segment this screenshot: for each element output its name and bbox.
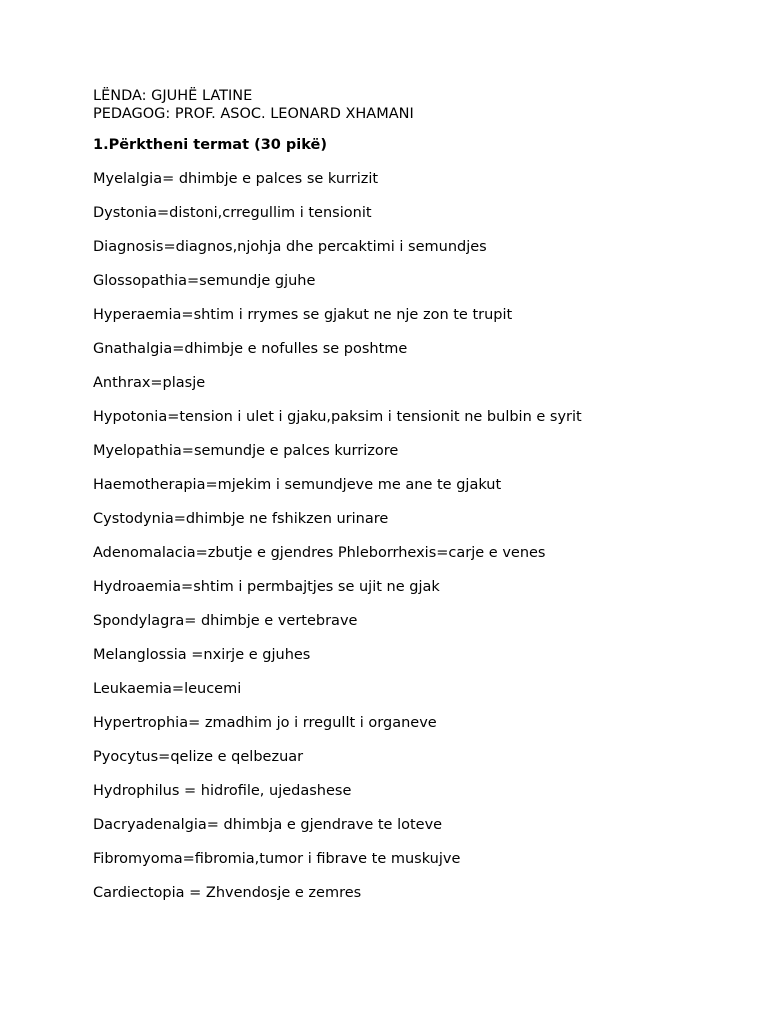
term-item: Gnathalgia=dhimbje e nofulles se poshtme	[93, 341, 408, 357]
term-item: Anthrax=plasje	[93, 375, 206, 391]
term-item: Adenomalacia=zbutje e gjendres Phleborrhexis=carje e venes	[93, 545, 546, 561]
term-item: Melanglossia =nxirje e gjuhes	[93, 647, 311, 663]
term-item: Hyperaemia=shtim i rrymes se gjakut ne nje zon te trupit	[93, 307, 513, 323]
term-item: Leukaemia=leucemi	[93, 681, 242, 697]
term-item: Hydrophilus = hidrofile, ujedashese	[93, 783, 352, 799]
term-item: Diagnosis=diagnos,njohja dhe percaktimi i semundjes	[93, 239, 487, 255]
term-item: Pyocytus=qelize e qelbezuar	[93, 749, 304, 765]
section-heading: 1.Përktheni termat (30 pikë)	[93, 137, 327, 153]
term-item: Haemotherapia=mjekim i semundjeve me ane te gjakut	[93, 477, 502, 493]
term-item: Spondylagra= dhimbje e vertebrave	[93, 613, 358, 629]
term-list	[93, 170, 733, 902]
term-item: Fibromyoma=fibromia,tumor i fibrave te muskujve	[93, 851, 461, 867]
teacher-line: PEDAGOG: PROF. ASOC. LEONARD XHAMANI	[93, 106, 414, 122]
term-item: Dacryadenalgia= dhimbja e gjendrave te loteve	[93, 817, 443, 833]
term-item: Myelopathia=semundje e palces kurrizore	[93, 443, 399, 459]
term-item: Hydroaemia=shtim i permbajtjes se ujit ne gjak	[93, 579, 440, 595]
term-item: Hypotonia=tension i ulet i gjaku,paksim i tensionit ne bulbin e syrit	[93, 409, 582, 425]
subject-line: LËNDA: GJUHË LATINE	[93, 88, 253, 104]
term-item: Cystodynia=dhimbje ne fshikzen urinare	[93, 511, 389, 527]
term-item: Cardiectopia = Zhvendosje e zemres	[93, 885, 362, 901]
term-item: Myelalgia= dhimbje e palces se kurrizit	[93, 171, 379, 187]
term-item: Hypertrophia= zmadhim jo i rregullt i organeve	[93, 715, 437, 731]
document-page	[93, 87, 733, 902]
term-item: Dystonia=distoni,crregullim i tensionit	[93, 205, 372, 221]
term-item: Glossopathia=semundje gjuhe	[93, 273, 316, 289]
